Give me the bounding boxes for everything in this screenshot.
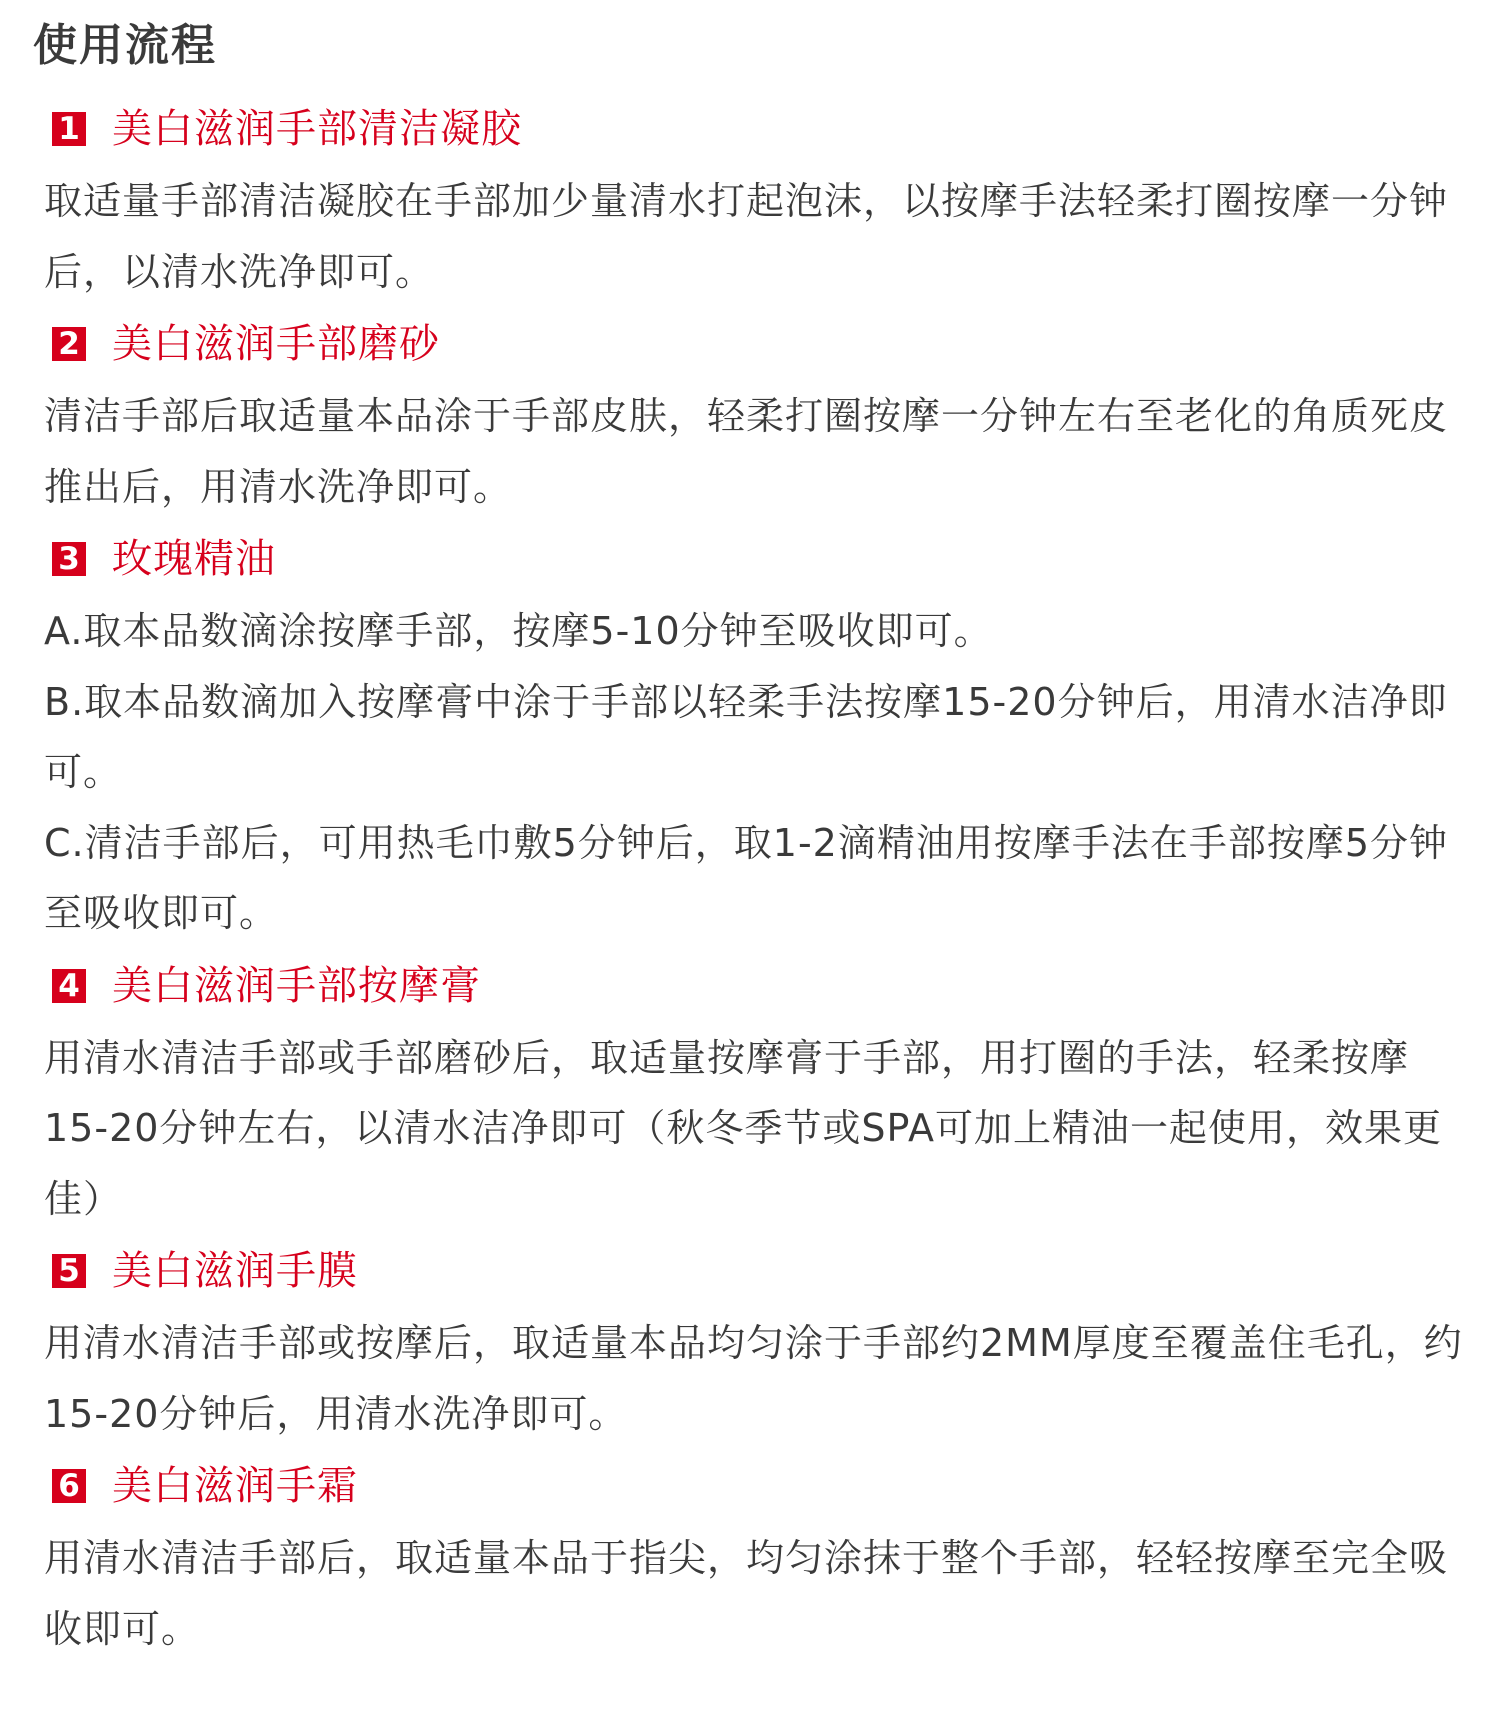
steps-list <box>44 92 1464 1664</box>
step-number-badge: 4 <box>52 969 86 1003</box>
step-number-badge: 2 <box>52 327 86 361</box>
step-header <box>44 522 1464 596</box>
step-title: 美白滋润手霜 <box>112 1463 358 1509</box>
step-title: 美白滋润手部清洁凝胶 <box>112 106 522 152</box>
step-number-badge: 1 <box>52 112 86 146</box>
step-instruction-b: B.取本品数滴加入按摩膏中涂于手部以轻柔手法按摩15-20分钟后，用清水洁净即可。 <box>44 679 1448 794</box>
step-5 <box>44 1234 1464 1449</box>
step-number-badge: 3 <box>52 542 86 576</box>
step-number-badge: 6 <box>52 1469 86 1503</box>
step-3 <box>44 522 1464 949</box>
step-header <box>44 1449 1464 1523</box>
step-1 <box>44 92 1464 307</box>
step-title: 美白滋润手膜 <box>112 1248 358 1294</box>
step-instruction-c: C.清洁手部后，可用热毛巾敷5分钟后，取1-2滴精油用按摩手法在手部按摩5分钟至吸收即可。 <box>44 820 1449 935</box>
step-description: 用清水清洁手部后，取适量本品于指尖，均匀涂抹于整个手部，轻轻按摩至完全吸收即可。 <box>44 1536 1449 1651</box>
step-description: 清洁手部后取适量本品涂于手部皮肤，轻柔打圈按摩一分钟左右至老化的角质死皮推出后，用清水洗净即可。 <box>44 394 1449 509</box>
step-instruction-a: A.取本品数滴涂按摩手部，按摩5-10分钟至吸收即可。 <box>44 609 993 653</box>
step-description: 取适量手部清洁凝胶在手部加少量清水打起泡沫，以按摩手法轻柔打圈按摩一分钟后，以清水洗净即可。 <box>44 179 1449 294</box>
step-title: 美白滋润手部按摩膏 <box>112 962 481 1009</box>
step-2 <box>44 307 1464 522</box>
step-number-badge: 5 <box>52 1254 86 1288</box>
step-title: 玫瑰精油 <box>112 536 276 582</box>
step-description: 用清水清洁手部或按摩后，取适量本品均匀涂于手部约2MM厚度至覆盖住毛孔，约15-20分钟后，用清水洗净即可。 <box>44 1321 1463 1436</box>
step-4 <box>44 949 1464 1235</box>
page-title: 使用流程 <box>33 20 217 71</box>
step-header <box>44 949 1464 1023</box>
step-header <box>44 307 1464 381</box>
step-6 <box>44 1449 1464 1664</box>
step-header <box>44 1234 1464 1308</box>
step-header <box>44 92 1464 166</box>
step-description: 用清水清洁手部或手部磨砂后，取适量按摩膏于手部，用打圈的手法，轻柔按摩15-20分钟左右，以清水洁净即可（秋冬季节或SPA可加上精油一起使用，效果更佳） <box>44 1035 1443 1221</box>
step-title: 美白滋润手部磨砂 <box>112 321 440 367</box>
